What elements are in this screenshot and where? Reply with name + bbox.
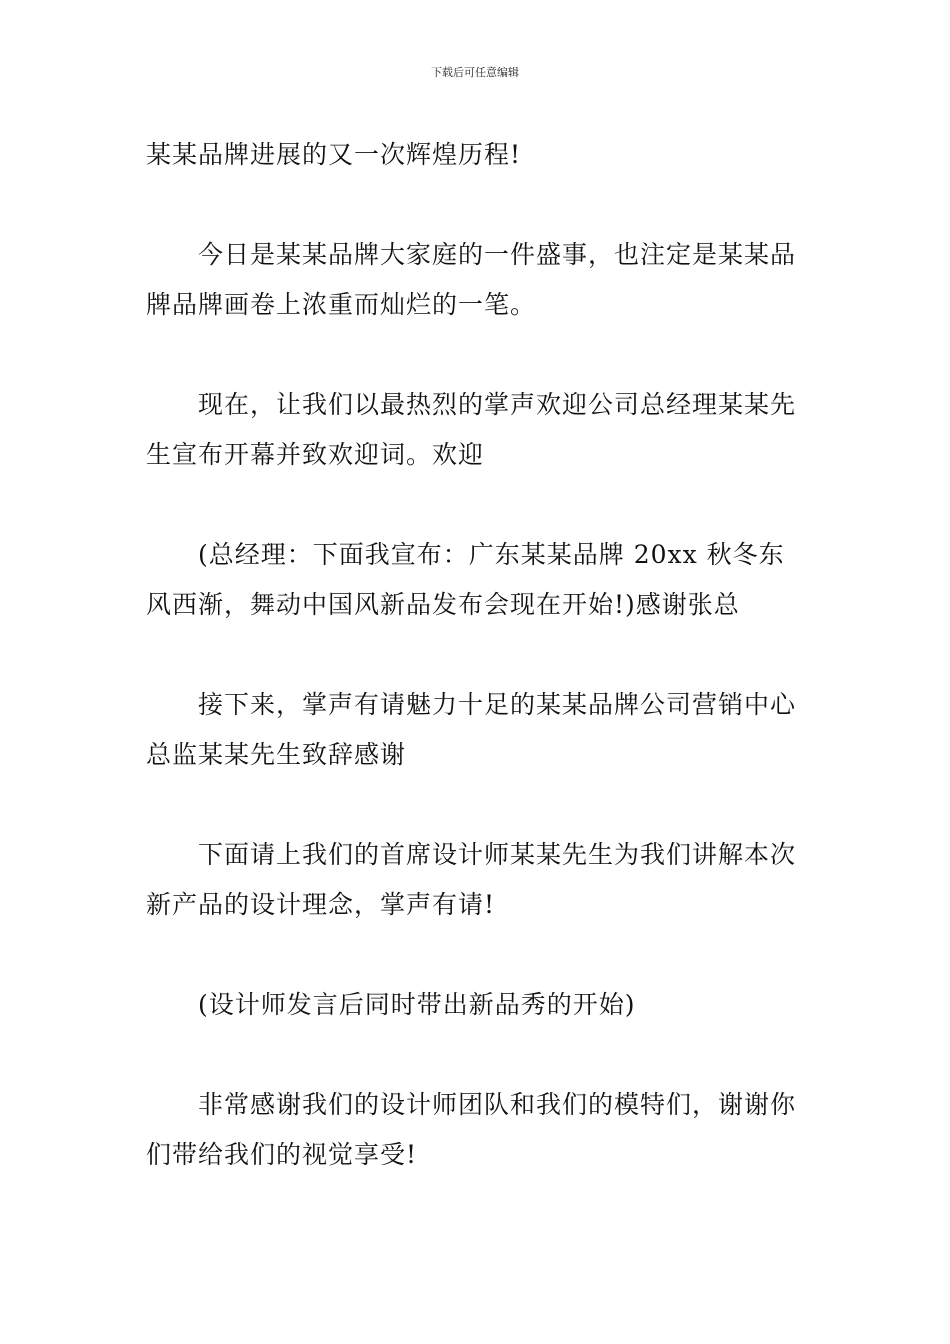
paragraph: 接下来，掌声有请魅力十足的某某品牌公司营销中心总监某某先生致辞感谢 [146, 690, 797, 769]
document-body [146, 130, 806, 1180]
paragraph: 非常感谢我们的设计师团队和我们的模特们，谢谢你们带给我们的视觉享受! [146, 1090, 797, 1169]
paragraph: 下面请上我们的首席设计师某某先生为我们讲解本次新产品的设计理念，掌声有请! [146, 840, 797, 919]
paragraph: (设计师发言后同时带出新品秀的开始) [198, 990, 636, 1019]
paragraph-continuation: 某某品牌进展的又一次辉煌历程! [146, 140, 522, 169]
paragraph: 现在，让我们以最热烈的掌声欢迎公司总经理某某先生宣布开幕并致欢迎词。欢迎 [146, 390, 797, 469]
page-header: 下载后可任意编辑 [431, 66, 519, 79]
paragraph: (总经理：下面我宣布：广东某某品牌 20xx 秋冬东风西渐，舞动中国风新品发布会现在开始!)感谢张总 [146, 540, 785, 619]
paragraph: 今日是某某品牌大家庭的一件盛事，也注定是某某品牌品牌画卷上浓重而灿烂的一笔。 [146, 240, 797, 319]
